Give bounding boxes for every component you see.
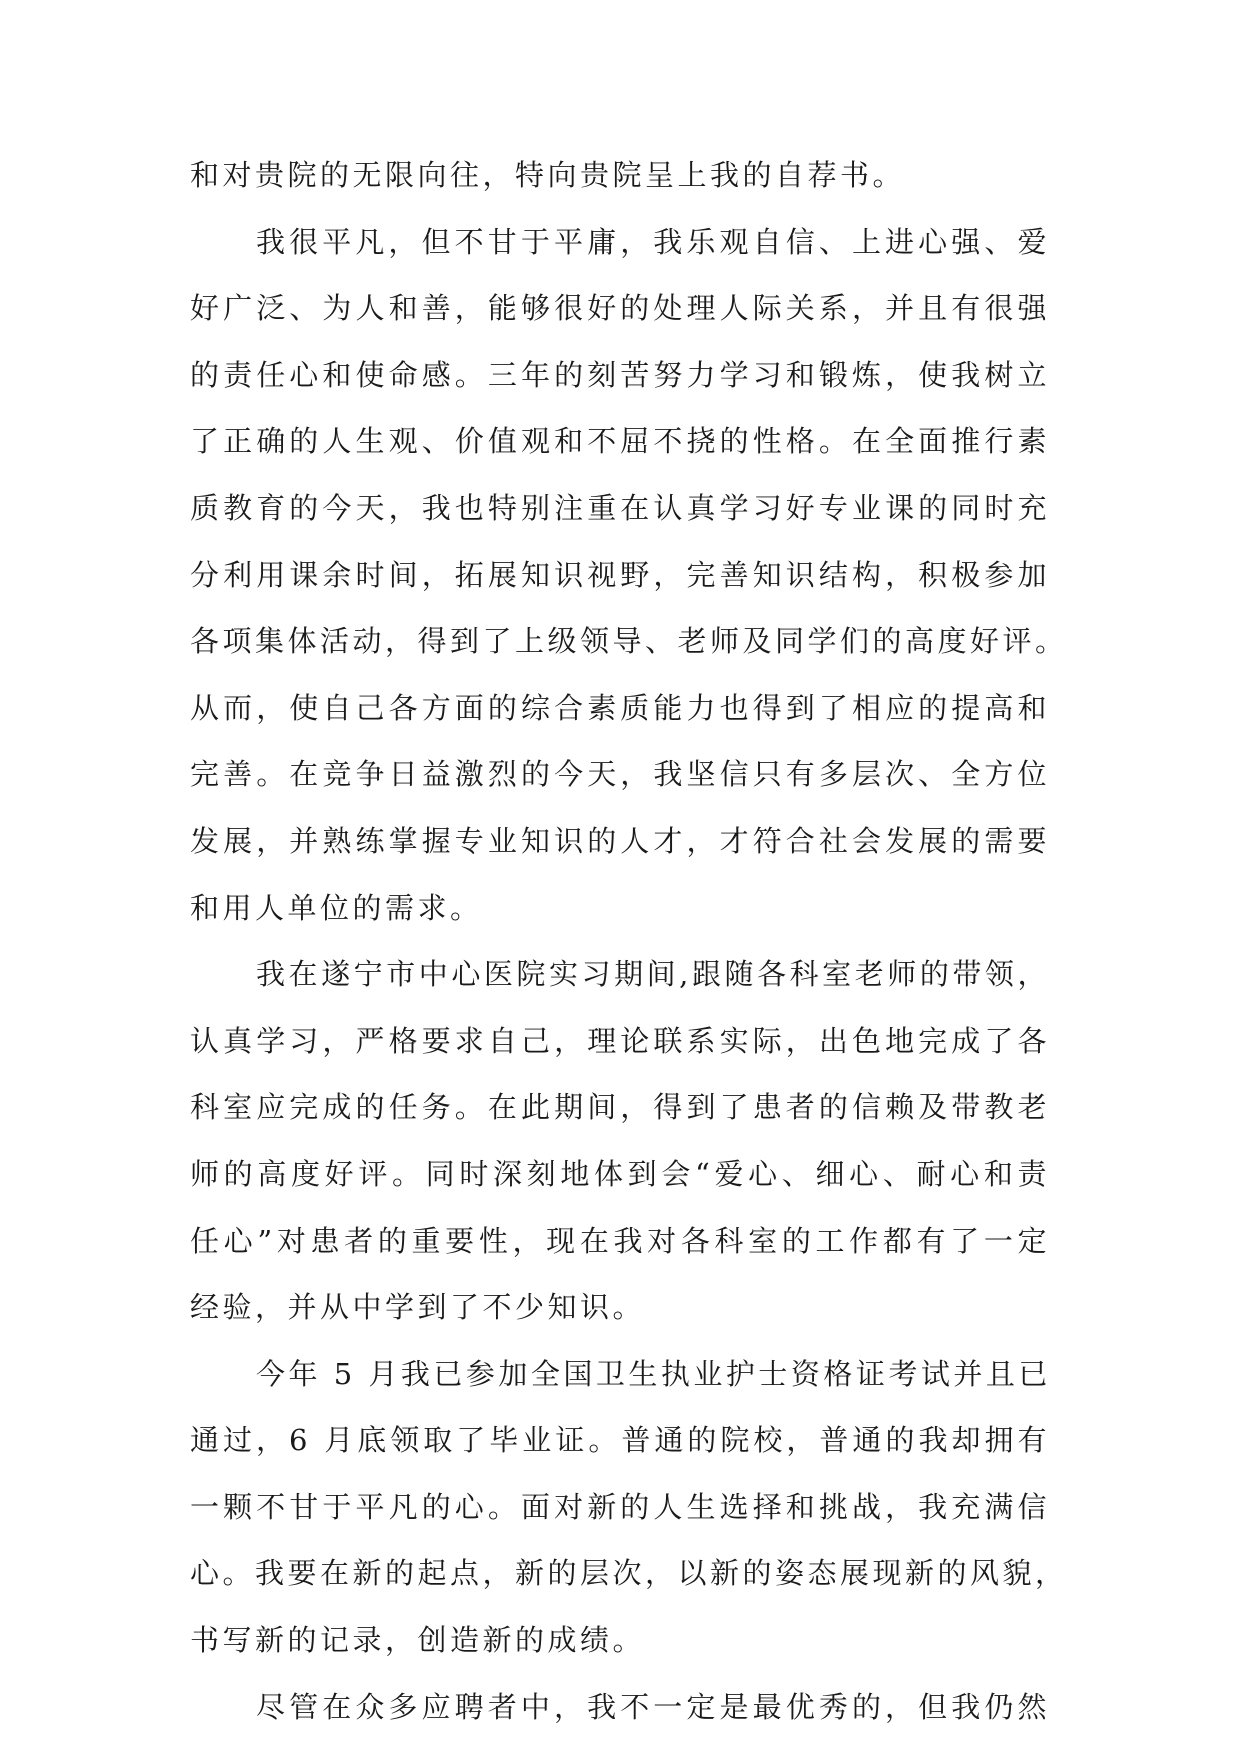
text-line: 经验，并从中学到了不少知识。 bbox=[190, 1290, 646, 1325]
text-line: 师的高度好评。同时深刻地体到会“爱心、细心、耐心和责 bbox=[190, 1156, 1050, 1191]
text-line: 的责任心和使命感。三年的刻苦努力学习和锻炼，使我树立 bbox=[190, 357, 1050, 392]
paragraph-first-line: 我在遂宁市中心医院实习期间,跟随各科室老师的带领， bbox=[256, 957, 1050, 992]
text-line: 好广泛、为人和善，能够很好的处理人际关系，并且有很强 bbox=[190, 291, 1050, 326]
text-line: 发展，并熟练掌握专业知识的人才，才符合社会发展的需要 bbox=[190, 823, 1050, 858]
paragraph-first-line: 尽管在众多应聘者中，我不一定是最优秀的，但我仍然 bbox=[256, 1689, 1050, 1724]
text-line: 各项集体活动，得到了上级领导、老师及同学们的高度好评。 bbox=[190, 624, 1068, 659]
text-line: 和对贵院的无限向往，特向贵院呈上我的自荐书。 bbox=[190, 158, 906, 192]
paragraph-first-line: 我很平凡，但不甘于平庸，我乐观自信、上进心强、爱 bbox=[256, 224, 1050, 259]
text-line: 通过，6 月底领取了毕业证。普通的院校，普通的我却拥有 bbox=[190, 1423, 1050, 1458]
text-line: 任心”对患者的重要性，现在我对各科室的工作都有了一定 bbox=[190, 1223, 1050, 1258]
text-line: 一颗不甘于平凡的心。面对新的人生选择和挑战，我充满信 bbox=[190, 1489, 1050, 1524]
paragraph-first-line: 今年 5 月我已参加全国卫生执业护士资格证考试并且已 bbox=[256, 1356, 1051, 1391]
text-line: 从而，使自己各方面的综合素质能力也得到了相应的提高和 bbox=[190, 690, 1050, 725]
document-body bbox=[190, 157, 1068, 1755]
text-line: 心。我要在新的起点，新的层次，以新的姿态展现新的风貌， bbox=[190, 1556, 1068, 1591]
text-line: 认真学习，严格要求自己，理论联系实际，出色地完成了各 bbox=[190, 1023, 1050, 1058]
text-line: 完善。在竞争日益激烈的今天，我坚信只有多层次、全方位 bbox=[190, 757, 1050, 792]
text-line: 科室应完成的任务。在此期间，得到了患者的信赖及带教老 bbox=[190, 1090, 1050, 1125]
text-line: 了正确的人生观、价值观和不屈不挠的性格。在全面推行素 bbox=[190, 424, 1050, 459]
text-line: 和用人单位的需求。 bbox=[190, 890, 483, 925]
text-line: 质教育的今天，我也特别注重在认真学习好专业课的同时充 bbox=[190, 490, 1050, 525]
text-line: 书写新的记录，创造新的成绩。 bbox=[190, 1623, 646, 1658]
text-line: 分利用课余时间，拓展知识视野，完善知识结构，积极参加 bbox=[190, 557, 1050, 592]
